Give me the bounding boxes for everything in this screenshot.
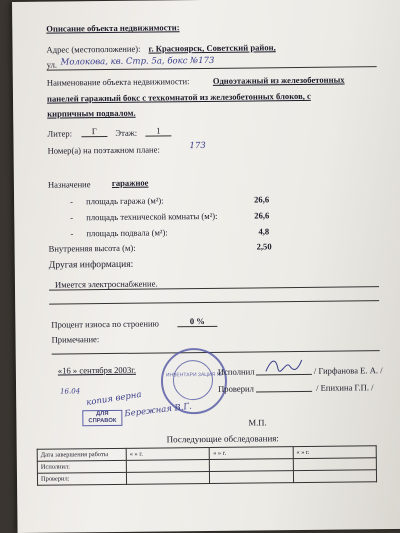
area-label: площадь гаража (м²): xyxy=(86,195,164,207)
purpose-value: гаражное xyxy=(111,177,149,188)
signature-line xyxy=(256,391,312,393)
area-label: площадь подвала (м²): xyxy=(86,227,168,239)
table-cell xyxy=(126,459,209,472)
liter-value: Г xyxy=(81,126,107,137)
area-dash: - xyxy=(70,196,74,207)
followup-table xyxy=(37,445,377,486)
underline xyxy=(52,350,380,354)
seal-text: ИНВЕНТАРИ ЗАЦИЯ № xyxy=(165,371,222,379)
table-cell xyxy=(293,470,376,483)
signature-icon xyxy=(264,356,304,376)
purpose-label: Назначение xyxy=(47,179,91,190)
underline xyxy=(49,300,379,304)
address-prefix: ул. xyxy=(46,59,58,70)
address-label: Адрес (местоположение): xyxy=(46,43,141,55)
area-dash: - xyxy=(70,212,74,223)
handwritten-signature: Бережная В.Г. xyxy=(123,401,193,420)
document-page xyxy=(12,0,400,533)
area-label: площадь технической комнаты (м²): xyxy=(86,210,218,223)
section-title: Описание объекта недвижимости: xyxy=(46,22,180,34)
note-label: Примечание: xyxy=(51,334,100,345)
plan-number-value: 173 xyxy=(189,140,206,152)
handwritten-note: копия верна xyxy=(85,389,143,409)
area-dash: - xyxy=(70,228,74,239)
table-cell: Проверил: xyxy=(37,472,126,485)
address-value-line2: Молокова, кв. Стр. 5а, бокс №173 xyxy=(60,55,215,68)
area-value: 26,6 xyxy=(254,194,270,205)
floor-value: 1 xyxy=(145,125,171,136)
table-row xyxy=(37,470,376,486)
floor-label: Этаж: xyxy=(115,127,138,138)
executor-name: / Гирфанова Е. А. / xyxy=(313,365,383,376)
seal-inner-ring xyxy=(173,360,213,400)
table-cell: Дата завершения работы xyxy=(37,448,126,461)
table-cell xyxy=(210,471,293,484)
date-text: «16 » сентября 2003г. xyxy=(57,364,136,376)
other-info-label: Другая информация: xyxy=(48,258,134,271)
table-cell xyxy=(126,471,209,484)
executor-label: Исполнил xyxy=(217,366,255,377)
table-cell: « » г. xyxy=(210,447,293,460)
object-name-line2: панелей гаражный бокс с техкомнатой из железобетонных блоков, с xyxy=(46,90,311,104)
copy-stamp-line: СПРАВОК xyxy=(88,417,117,425)
object-name-line1: Одноэтажный из железобетонных xyxy=(212,74,345,86)
table-cell: « » г. xyxy=(293,446,376,459)
copy-stamp xyxy=(82,410,122,426)
checker-label: Проверил xyxy=(218,383,254,394)
followup-title: Последующие обследования: xyxy=(166,433,279,445)
height-label: Внутренняя высота (м): xyxy=(48,242,136,254)
wear-label: Процент износа по строению xyxy=(51,318,159,330)
wear-value: 0 % xyxy=(177,316,217,327)
area-value: 4,8 xyxy=(258,226,270,237)
table-cell xyxy=(210,459,293,472)
table-cell: « » г. xyxy=(126,447,209,460)
table-cell: Исполнил: xyxy=(37,460,126,473)
height-value: 2,50 xyxy=(256,241,272,252)
area-value: 26,6 xyxy=(254,210,270,221)
plan-number-label: Номер(а) на поэтажном плане: xyxy=(47,144,160,156)
copy-stamp-line: ДЛЯ xyxy=(96,411,109,418)
object-name-label: Наименование объекта недвижимости: xyxy=(46,76,190,88)
object-name-line3: кирпичным подвалом. xyxy=(47,107,136,119)
address-value-line1: г. Красноярск, Советский район, xyxy=(148,42,276,54)
mp-label: М.П. xyxy=(248,417,267,428)
handwritten-note-date: 16.04 xyxy=(60,387,81,396)
checker-name: / Епихина Г.П. / xyxy=(316,382,374,393)
other-info-value: Имеется электроснабжение. xyxy=(54,278,158,290)
table-cell xyxy=(293,458,376,471)
liter-label: Литер: xyxy=(47,128,73,139)
